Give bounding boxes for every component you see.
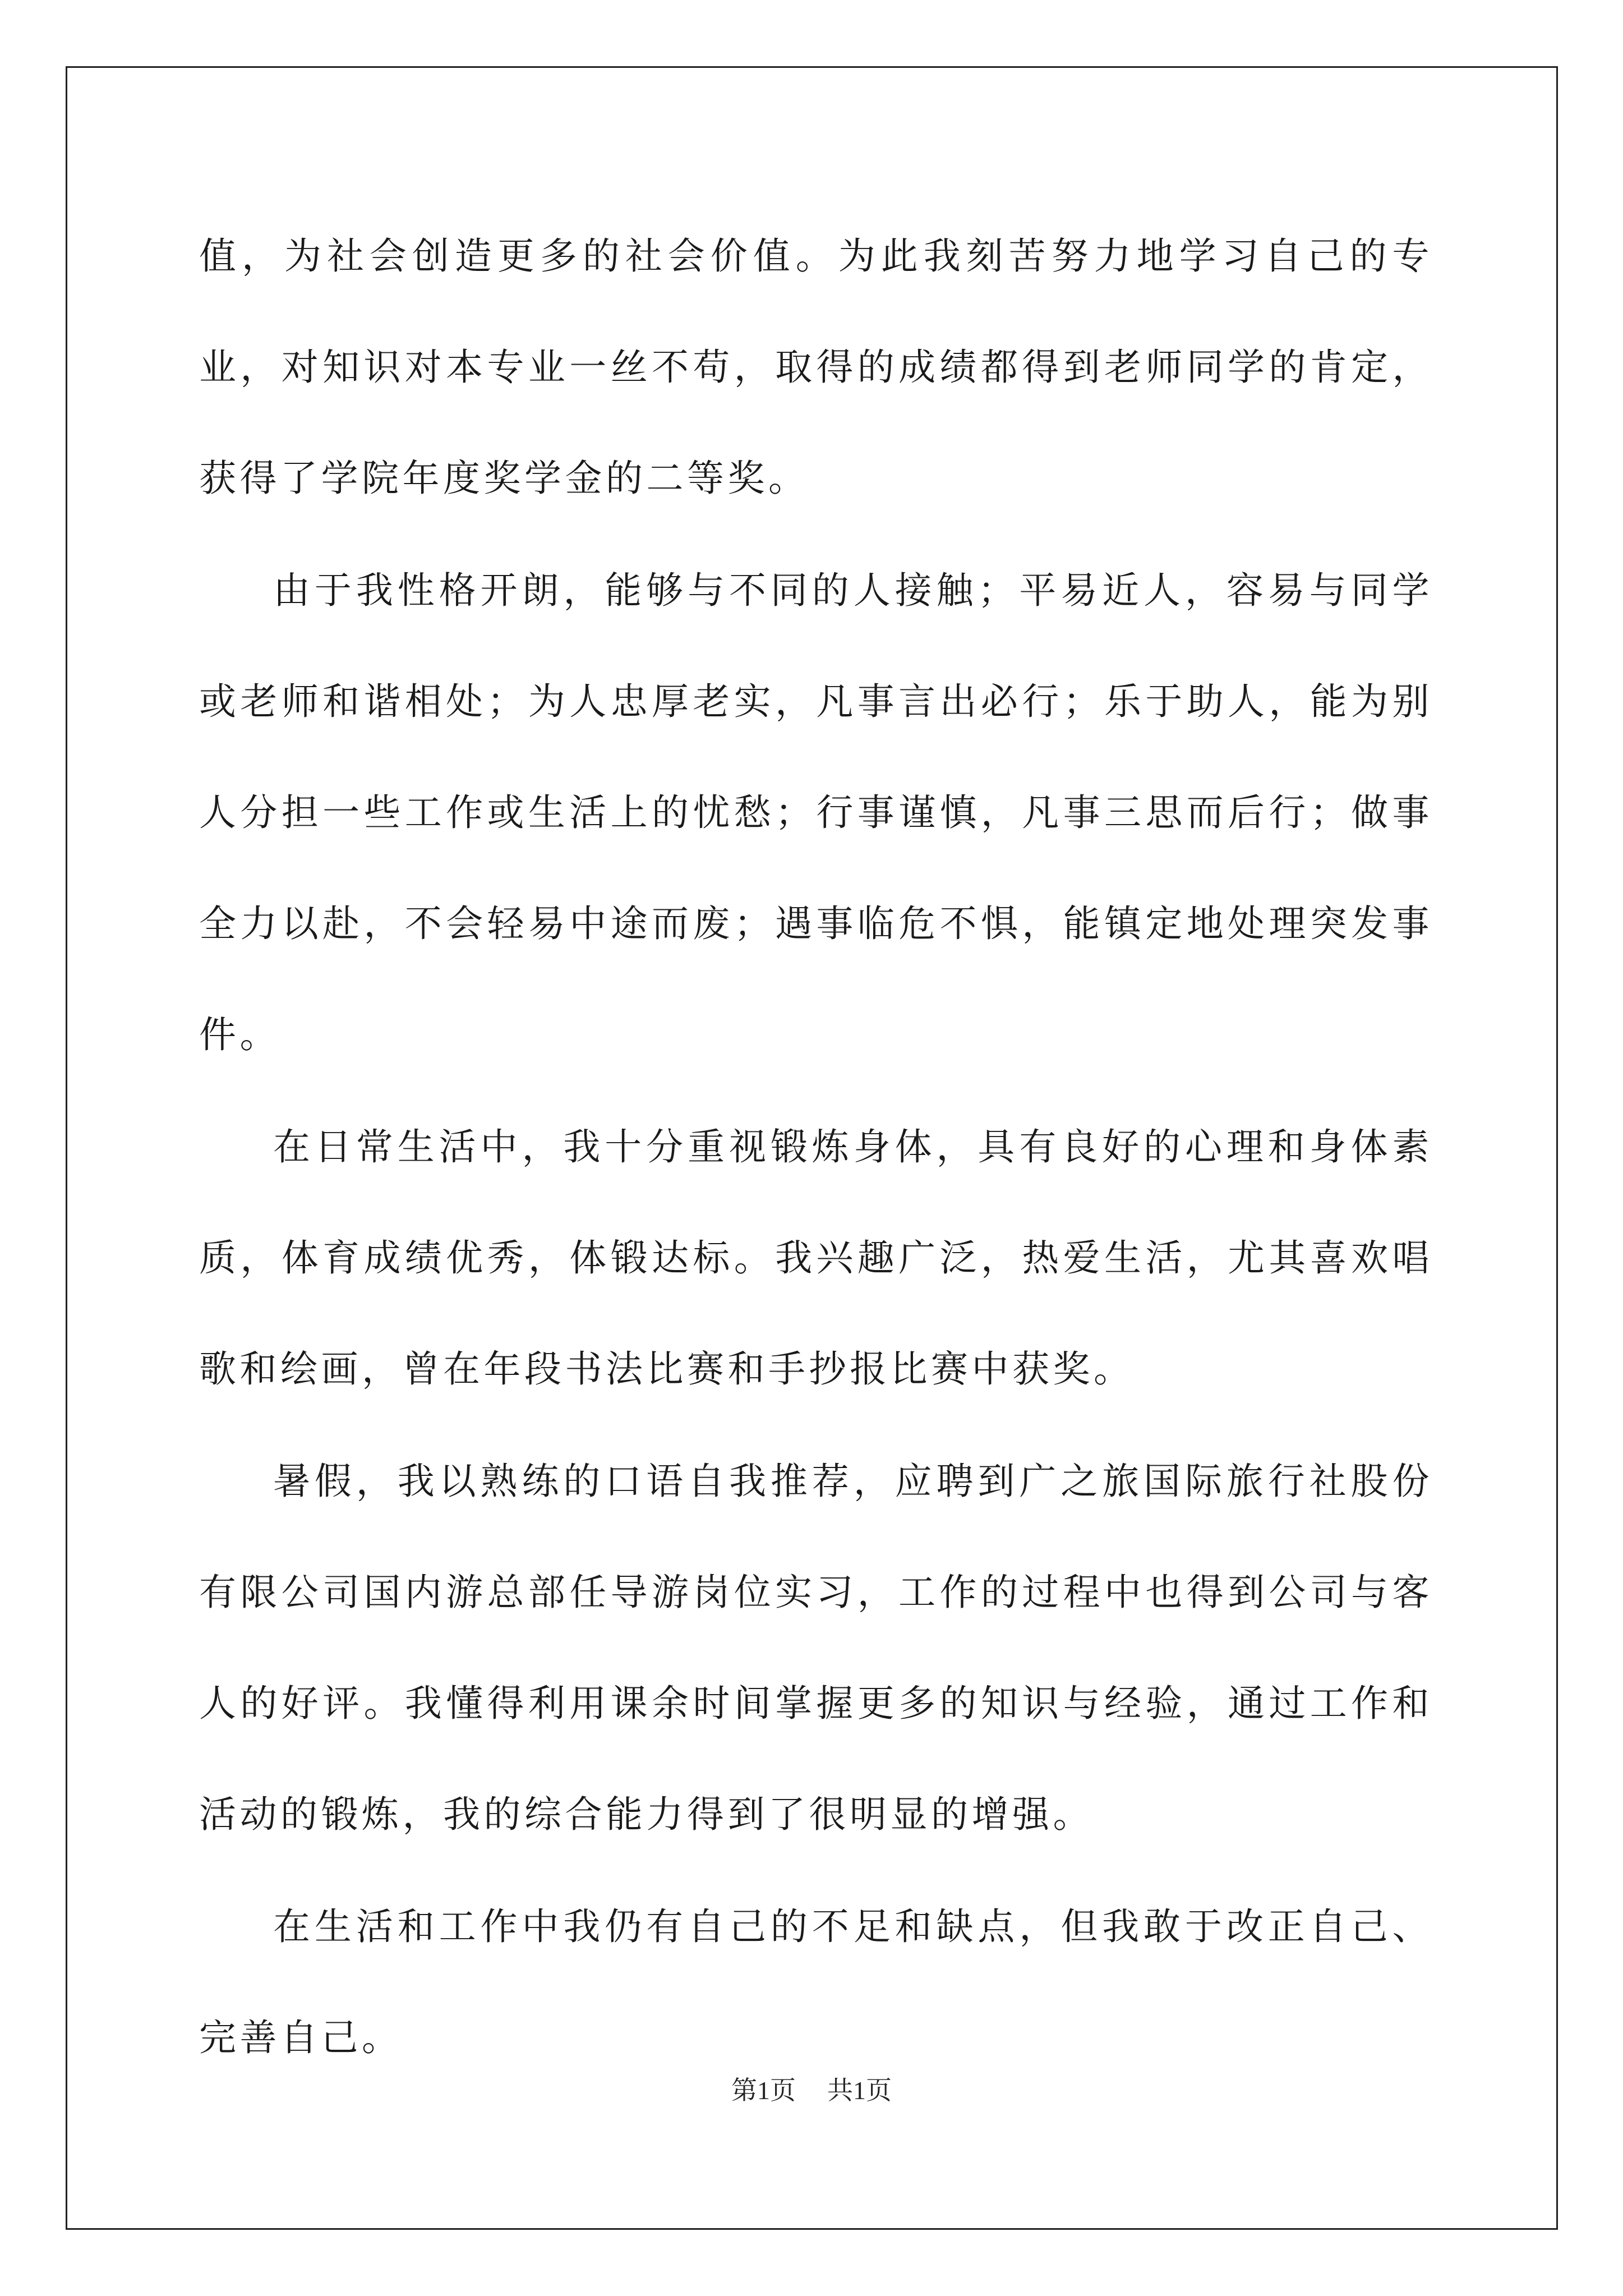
page-footer: [0, 2070, 1623, 2107]
paragraph-2: 由于我性格开朗，能够与不同的人接触；平易近人，容易与同学或老师和谐相处；为人忠厚老实，凡事言出必行；乐于助人，能为别人分担一些工作或生活上的忧愁；行事谨慎，凡事三思而后行；做事全力以赴，不会轻易中途而废；遇事临危不惧，能镇定地处理突发事件。: [199, 569, 1433, 1056]
paragraph-3: 在日常生活中，我十分重视锻炼身体，具有良好的心理和身体素质，体育成绩优秀，体锻达标。我兴趣广泛，热爱生活，尤其喜欢唱歌和绘画，曾在年段书法比赛和手抄报比赛中获奖。: [199, 1125, 1433, 1391]
document-body: [199, 201, 1433, 2095]
paragraph-4: 暑假，我以熟练的口语自我推荐，应聘到广之旅国际旅行社股份有限公司国内游总部任导游岗位实习，工作的过程中也得到公司与客人的好评。我懂得利用课余时间掌握更多的知识与经验，通过工作和活动的锻炼，我的综合能力得到了很明显的增强。: [199, 1460, 1433, 1836]
page-number: 第1页: [731, 2076, 796, 2105]
page-total: 共1页: [827, 2076, 892, 2105]
paragraph-1: 值，为社会创造更多的社会价值。为此我刻苦努力地学习自己的专业，对知识对本专业一丝不苟，取得的成绩都得到老师同学的肯定，获得了学院年度奖学金的二等奖。: [199, 234, 1433, 500]
paragraph-5: 在生活和工作中我仍有自己的不足和缺点，但我敢于改正自己、完善自己。: [199, 1905, 1433, 2059]
